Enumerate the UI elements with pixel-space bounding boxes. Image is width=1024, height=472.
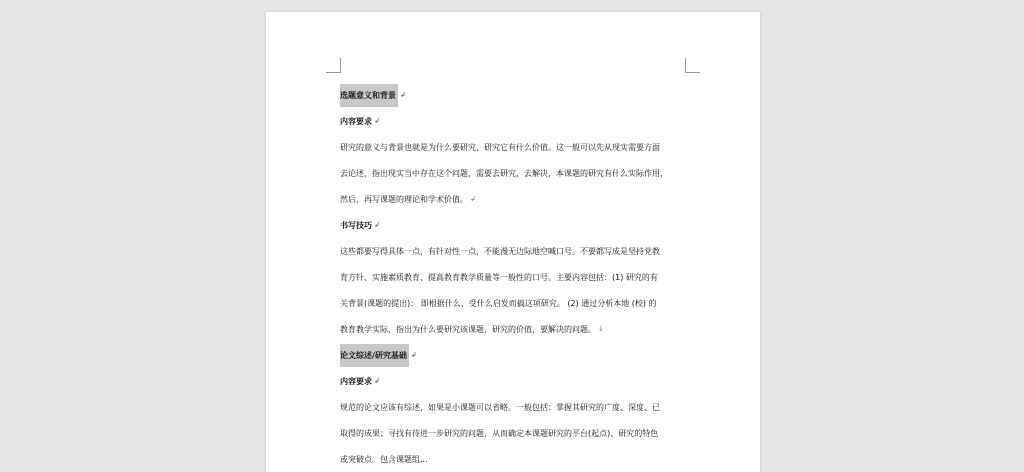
body-line[interactable] — [340, 194, 476, 206]
body-text: 取得的成果；寻找有待进一步研究的问题，从而确定本课题研究的平台(起点)、研究的特色 — [340, 429, 659, 438]
subheading-line[interactable] — [340, 220, 380, 232]
body-text: 教育教学实际，指出为什么要研究该课题，研究的价值，要解决的问题。 — [340, 325, 596, 334]
document-page[interactable] — [265, 11, 761, 472]
body-line[interactable] — [340, 168, 670, 180]
page-corner-mark-top-left — [326, 58, 341, 73]
paragraph-mark: ↲ — [470, 195, 476, 203]
body-text: 研究的意义与背景也就是为什么要研究、研究它有什么价值。这一般可以先从现实需要方面 — [340, 143, 660, 152]
heading-line[interactable] — [340, 90, 406, 102]
body-text: 这些都要写得具体一点，有针对性一点，不能漫无边际地空喊口号。不要都写成是坚持党教 — [340, 247, 660, 256]
paragraph-mark: ↲ — [374, 377, 380, 385]
heading-text: 论文综述/研究基础 — [340, 344, 409, 367]
body-line[interactable] — [340, 454, 430, 466]
body-line[interactable] — [340, 428, 660, 440]
paragraph-mark: ↲ — [410, 351, 417, 359]
body-line[interactable] — [340, 402, 662, 414]
heading-line[interactable] — [340, 350, 417, 362]
subheading-line[interactable] — [340, 376, 380, 388]
subheading-line[interactable] — [340, 116, 380, 128]
body-text: 关背景(课题的提出)： 即根据什么、受什么启发而搞这项研究。 (2) 通过分析本地 (校) 的 — [340, 299, 657, 308]
subheading-text: 书写技巧 — [340, 221, 372, 230]
body-line[interactable] — [340, 246, 662, 258]
body-text: 去论述，指出现实当中存在这个问题，需要去研究，去解决，本课题的研究有什么实际作用， — [340, 169, 668, 178]
subheading-text: 内容要求 — [340, 117, 372, 126]
body-line[interactable] — [340, 142, 662, 154]
body-text: 规范的论文应该有综述，如果是小课题可以省略。一般包括：掌握其研究的广度、深度、已 — [340, 403, 660, 412]
body-text: 然后，再写课题的理论和学术价值。 — [340, 195, 468, 204]
paragraph-mark: ↲ — [374, 117, 380, 125]
heading-text: 选题意义和背景 — [340, 84, 398, 107]
subheading-text: 内容要求 — [340, 377, 372, 386]
paragraph-mark: ↲ — [374, 221, 380, 229]
paragraph-mark: ↓ — [598, 325, 604, 333]
page-corner-mark-top-right — [685, 58, 700, 73]
body-line[interactable] — [340, 298, 659, 310]
body-text: 或突破点。包含课题组... — [340, 455, 428, 464]
body-line[interactable] — [340, 272, 660, 284]
body-text: 育方针、实施素质教育、提高教育教学质量等一般性的口号。主要内容包括：(1) 研究的有 — [340, 273, 658, 282]
body-line[interactable] — [340, 324, 604, 336]
paragraph-mark: ↲ — [400, 91, 406, 99]
